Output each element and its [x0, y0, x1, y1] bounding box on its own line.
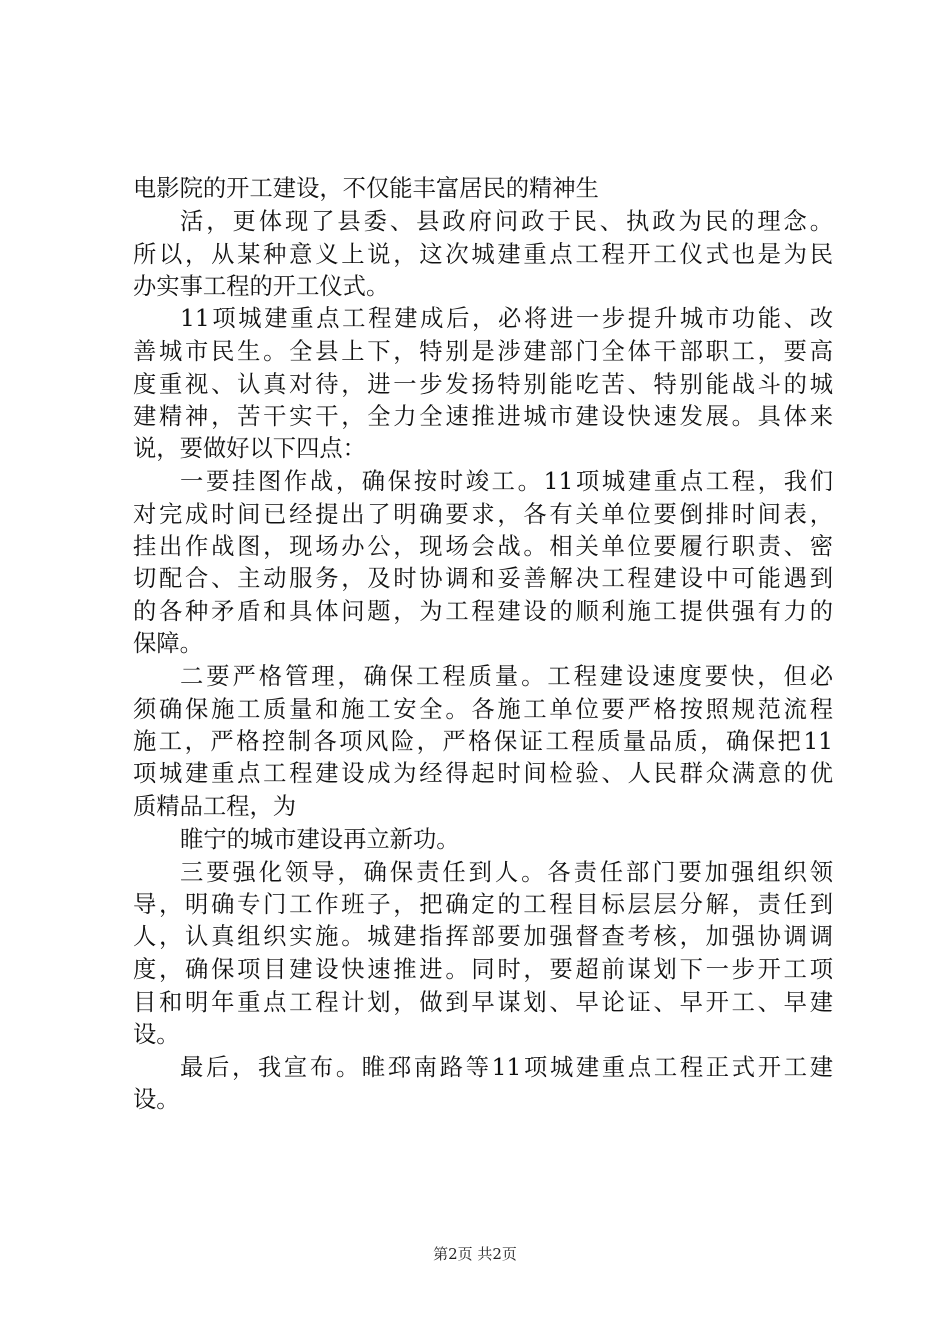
text-line-12: 挂出作战图，现场办公，现场会战。相关单位要履行职责、密 — [133, 533, 833, 560]
text-line-11: 对完成时间已经提出了明确要求，各有关单位要倒排时间表， — [133, 501, 833, 528]
text-line-17: 须确保施工质量和施工安全。各施工单位要严格按照规范流程 — [133, 696, 833, 723]
text-line-22: 三要强化领导，确保责任到人。各责任部门要加强组织领 — [180, 859, 833, 886]
text-line-7: 度重视、认真对待，进一步发扬特别能吃苦、特别能战斗的城 — [133, 371, 833, 398]
text-line-4: 办实事工程的开工仪式。 — [133, 273, 390, 300]
text-line-15: 保障。 — [133, 630, 203, 657]
page-footer: 第2页 共2页 — [433, 1245, 517, 1263]
text-line-26: 目和明年重点工程计划，做到早谋划、早论证、早开工、早建 — [133, 989, 833, 1016]
text-line-24: 人，认真组织实施。城建指挥部要加强督查考核，加强协调调 — [133, 923, 833, 950]
text-line-25: 度，确保项目建设快速推进。同时，要超前谋划下一步开工项 — [133, 956, 833, 983]
text-line-28: 最后，我宣布。睢邳南路等11项城建重点工程正式开工建 — [180, 1054, 833, 1081]
text-line-16: 二要严格管理，确保工程质量。工程建设速度要快，但必 — [180, 663, 833, 690]
text-line-14: 的各种矛盾和具体问题，为工程建设的顺利施工提供强有力的 — [133, 598, 833, 625]
text-line-20: 质精品工程，为 — [133, 793, 297, 820]
text-line-2: 活，更体现了县委、县政府问政于民、执政为民的理念。 — [180, 208, 833, 235]
text-line-10: 一要挂图作战，确保按时竣工。11项城建重点工程，我们 — [180, 468, 833, 495]
text-line-19: 项城建重点工程建设成为经得起时间检验、人民群众满意的优 — [133, 760, 833, 787]
text-line-27: 设。 — [133, 1021, 180, 1048]
text-line-5: 11项城建重点工程建成后，必将进一步提升城市功能、改 — [180, 305, 833, 332]
text-line-23: 导，明确专门工作班子，把确定的工程目标层层分解，责任到 — [133, 891, 833, 918]
text-line-18: 施工，严格控制各项风险，严格保证工程质量品质，确保把11 — [133, 728, 833, 755]
text-line-9: 说，要做好以下四点： — [133, 435, 366, 462]
text-line-6: 善城市民生。全县上下，特别是涉建部门全体干部职工，要高 — [133, 338, 833, 365]
text-line-8: 建精神，苦干实干，全力全速推进城市建设快速发展。具体来 — [133, 403, 833, 430]
text-line-21: 睢宁的城市建设再立新功。 — [180, 826, 460, 853]
text-line-3: 所以，从某种意义上说，这次城建重点工程开工仪式也是为民 — [133, 241, 833, 268]
text-line-1: 电影院的开工建设，不仅能丰富居民的精神生 — [133, 175, 599, 202]
text-line-13: 切配合、主动服务，及时协调和妥善解决工程建设中可能遇到 — [133, 565, 833, 592]
text-line-29: 设。 — [133, 1086, 180, 1113]
